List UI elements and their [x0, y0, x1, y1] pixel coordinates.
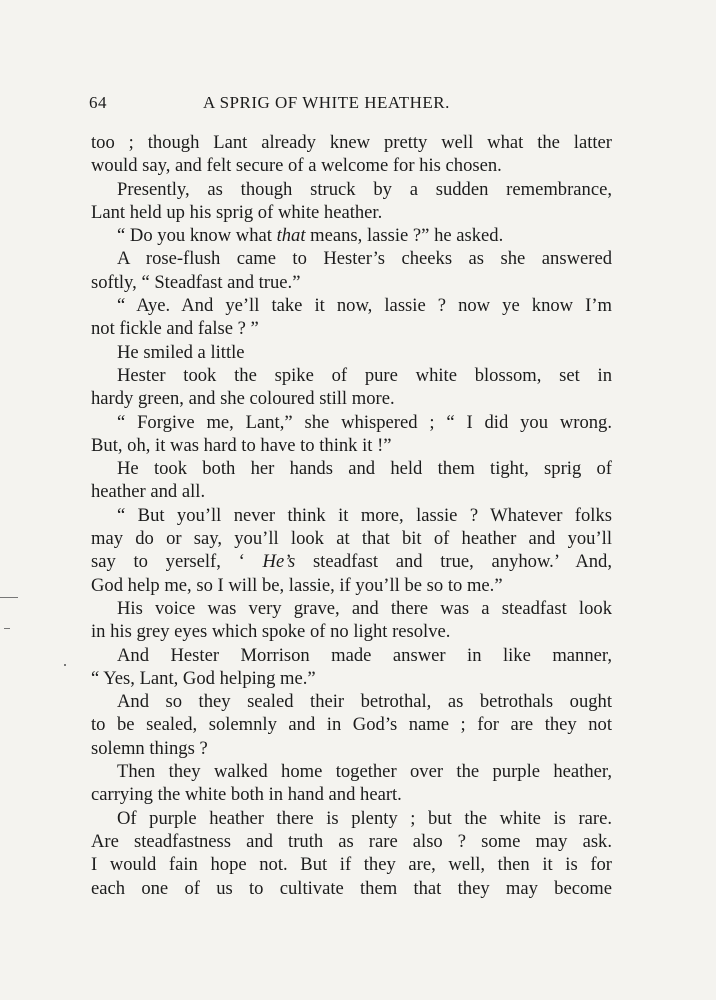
- text-line: in his grey eyes which spoke of no light resolve.: [91, 621, 451, 643]
- text-line: to be sealed, solemnly and in God’s name ; for are they not: [91, 714, 612, 736]
- text-line: say to yerself, ‘ He’s steadfast and true, anyhow.’ And,: [91, 551, 612, 573]
- text-line: But, oh, it was hard to have to think it !”: [91, 434, 392, 456]
- text-line: hardy green, and she coloured still more.: [91, 388, 395, 410]
- text-line: Hester took the spike of pure white blossom, set in: [117, 364, 612, 386]
- body-text: [91, 131, 612, 900]
- text-line: And so they sealed their betrothal, as betrothals ought: [117, 691, 612, 713]
- text-line: would say, and felt secure of a welcome for his chosen.: [91, 155, 502, 177]
- text-line: “ But you’ll never think it more, lassie ? Whatever folks: [117, 504, 612, 526]
- text-line: And Hester Morrison made answer in like manner,: [117, 644, 612, 666]
- page-header: [89, 93, 609, 117]
- text-line: may do or say, you’ll look at that bit of heather and you’ll: [91, 528, 612, 550]
- text-line: softly, “ Steadfast and true.”: [91, 271, 301, 293]
- text-line: heather and all.: [91, 481, 206, 503]
- text-line: “ Forgive me, Lant,” she whispered ; “ I did you wrong.: [117, 411, 612, 433]
- text-line: Are steadfastness and truth as rare also ? some may ask.: [91, 830, 612, 852]
- margin-mark: [4, 628, 10, 629]
- text-line: not fickle and false ? ”: [91, 318, 259, 340]
- page-number: 64: [89, 93, 107, 112]
- text-line: I would fain hope not. But if they are, well, then it is for: [91, 854, 612, 876]
- text-line: Presently, as though struck by a sudden remembrance,: [117, 178, 612, 200]
- text-line: “ Aye. And ye’ll take it now, lassie ? now ye know I’m: [117, 295, 612, 317]
- text-line: carrying the white both in hand and heart.: [91, 784, 402, 806]
- running-title: A SPRIG OF WHITE HEATHER.: [203, 93, 450, 112]
- text-line: too ; though Lant already knew pretty well what the latter: [91, 132, 612, 153]
- text-line: A rose-flush came to Hester’s cheeks as she answered: [117, 248, 612, 270]
- text-line: Lant held up his sprig of white heather.: [91, 201, 383, 223]
- text-line: Of purple heather there is plenty ; but the white is rare.: [117, 807, 612, 829]
- text-line: God help me, so I will be, lassie, if you’ll be so to me.”: [91, 574, 503, 596]
- text-line: “ Yes, Lant, God helping me.”: [91, 667, 316, 689]
- text-line: each one of us to cultivate them that they may become: [91, 877, 612, 899]
- text-line: His voice was very grave, and there was a steadfast look: [117, 597, 612, 619]
- text-line: solemn things ?: [91, 737, 208, 759]
- text-line: Then they walked home together over the purple heather,: [117, 761, 612, 783]
- text-line: “ Do you know what that means, lassie ?” he asked.: [117, 225, 504, 247]
- text-line: He smiled a little: [117, 341, 245, 363]
- margin-mark: [0, 597, 18, 598]
- margin-dot: [64, 664, 66, 666]
- text-line: He took both her hands and held them tight, sprig of: [117, 458, 612, 480]
